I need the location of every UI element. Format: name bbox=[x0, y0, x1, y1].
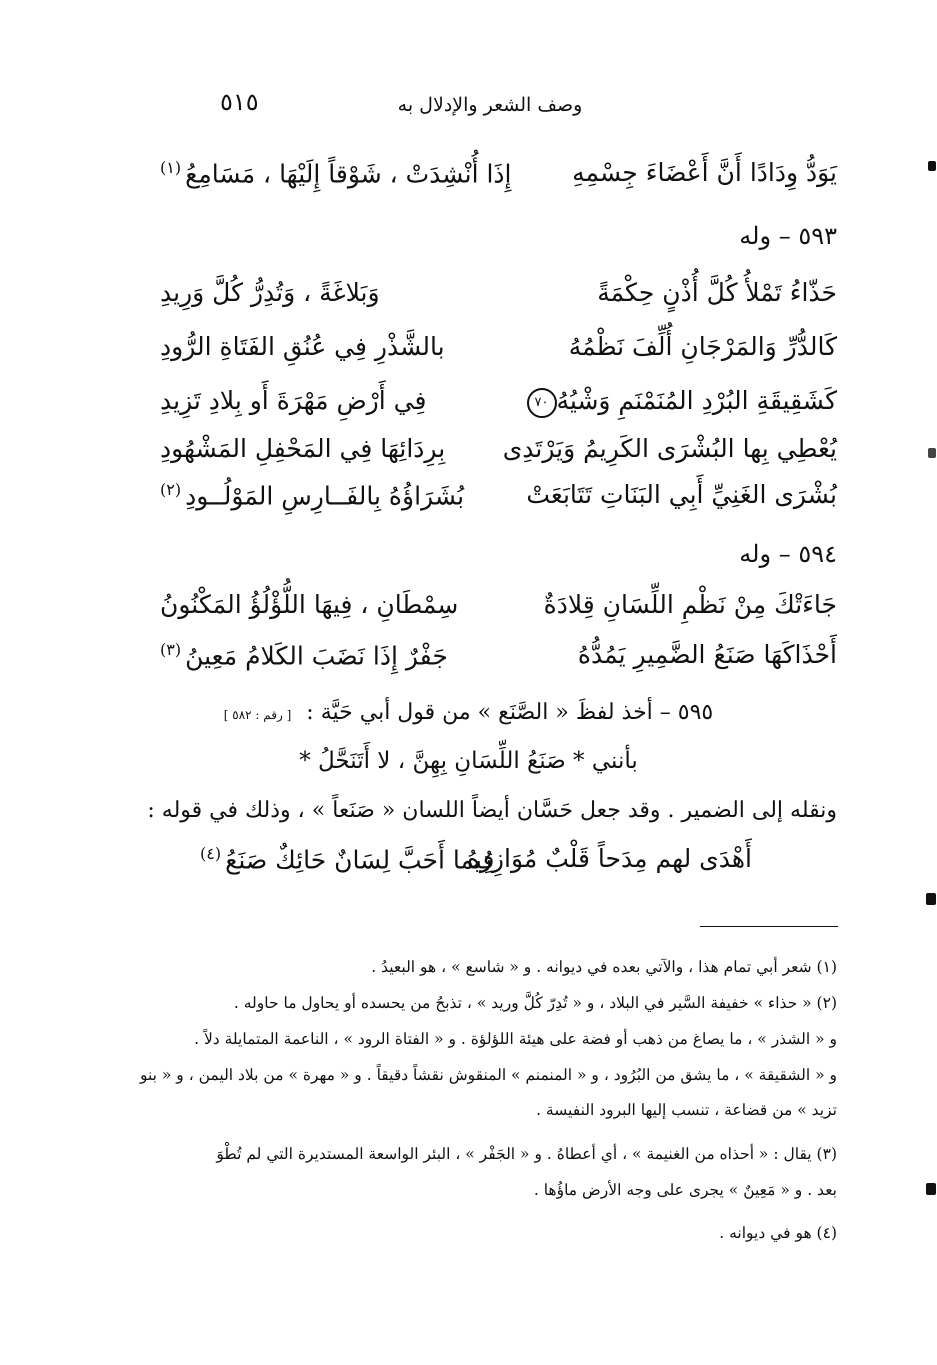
verse-line bbox=[160, 278, 837, 324]
page-number: ٥١٥ bbox=[220, 88, 259, 116]
footnote: (١) شعر أبي تمام هذا ، والآتي بعده في ديوانه . و « شاسع » ، هو البعيدُ . bbox=[371, 958, 837, 976]
section-line bbox=[0, 700, 937, 725]
verse-line bbox=[160, 158, 837, 204]
first-hemistich: حَذّاءُ تَمْلأُ كُلَّ أُذْنٍ حِكْمَةً bbox=[597, 278, 837, 307]
verse-line bbox=[160, 332, 837, 378]
first-hemistich: كَشَقِيقَةِ البُرْدِ المُنَمْنَمِ وَشْيُهُ٧٠ bbox=[519, 386, 837, 418]
footnote: (٢) « حذاء » خفيفة السَّير في البلاد ، و « تُدِرّ كُلَّ وريد » ، تذبحُ من يحسده أو يحاول ما حاوله . bbox=[233, 994, 837, 1012]
second-hemistich: فِيما أَحَبَّ لِسَانٌ حَائِكٌ صَنَعُ$^{(٤)}$ bbox=[200, 844, 495, 875]
first-hemistich: يُعْطِي بِها البُشْرَى الكَرِيمُ وَيَرْتَدِى bbox=[502, 434, 837, 463]
first-hemistich: يَوَدُّ وِدَادًا أَنَّ أَعْضَاءَ جِسْمِهِ bbox=[572, 158, 837, 187]
verse-line bbox=[160, 480, 837, 526]
footnote-ref: (٣) bbox=[160, 640, 182, 659]
margin-marker: ٧٠ bbox=[527, 388, 557, 418]
first-hemistich: أَهْدَى لهم مِدَحاً قَلْبٌ مُوَازِرُهُ bbox=[466, 844, 752, 873]
cross-reference: [ رقم : ٥٨٢ ] bbox=[223, 708, 292, 722]
first-hemistich: بُشْرَى الغَنِيِّ أَبِي البَنَاتِ تَتَابَعَتْ bbox=[526, 480, 837, 509]
footnote: (٤) هو في ديوانه . bbox=[719, 1224, 837, 1242]
scan-mark bbox=[926, 1183, 936, 1195]
second-hemistich: بُشَرَاؤُهُ بِالفَــارِسِ المَوْلُــودِ$^{(٢)}$ bbox=[160, 480, 465, 511]
second-hemistich: فِي أَرْضِ مَهْرَةَ أَو بِلادِ تَزِيدِ bbox=[160, 386, 427, 415]
second-hemistich: إِذَا أُنْشِدَتْ ، شَوْقاً إِلَيْهَا ، مَسَامِعُ$^{(١)}$ bbox=[160, 158, 512, 189]
second-hemistich: بالشَّذْرِ فِي عُنُقِ الفَتَاةِ الرُّودِ bbox=[160, 332, 445, 361]
page-header bbox=[0, 88, 937, 128]
verse-line bbox=[160, 386, 837, 432]
footnote-ref: (٢) bbox=[160, 480, 182, 499]
second-hemistich: جَفْرٌ إِذَا نَضَبَ الكَلامُ مَعِينُ$^{(٣)}$ bbox=[160, 640, 448, 671]
prose-line: ونقله إلى الضمير . وقد جعل حَسَّان أيضاً اللسان « صَنَعاً » ، وذلك في قوله : bbox=[147, 798, 837, 823]
second-hemistich: بِرِدَائِهَا فِي المَحْفِلِ المَشْهُودِ bbox=[160, 434, 446, 463]
first-hemistich: كَالدُّرِّ وَالمَرْجَانِ أُلِّفَ نَظْمُهُ bbox=[568, 332, 837, 361]
second-hemistich: وَبَلاغَةً ، وَتُدِرُّ كُلَّ وَرِيدِ bbox=[160, 278, 380, 307]
scan-mark bbox=[928, 448, 936, 458]
footnote: تزيد » من قضاعة ، تنسب إليها البرود النفيسة . bbox=[536, 1101, 837, 1119]
footnote: (٣) يقال : « أحذاه من الغنيمة » ، أي أعطاهُ . و « الجَفْر » ، البئر الواسعة المستديرة التي لم تُطْوَ bbox=[216, 1145, 837, 1163]
footnote-ref: (٤) bbox=[200, 844, 222, 863]
scan-mark bbox=[928, 161, 936, 171]
first-hemistich: جَاءَتْكَ مِنْ نَظْمِ اللِّسَانِ قِلادَةٌ bbox=[543, 590, 837, 619]
running-title: وصف الشعر والإدلال به bbox=[397, 94, 583, 116]
section-text: ٥٩٥ – أخذ لفظَ « الصَّنَع » من قول أبي حَيَّة : bbox=[306, 700, 714, 725]
footnote: و « الشذر » ، ما يصاغ من ذهب أو فضة على هيئة اللؤلؤة . و « الفتاة الرود » ، الناعمة المتمايلة دلاً . bbox=[194, 1030, 837, 1048]
second-hemistich: سِمْطَانِ ، فِيهَا اللُّؤْلُؤُ المَكْنُونُ bbox=[160, 590, 459, 619]
verse-line bbox=[160, 434, 837, 480]
first-hemistich: أَحْذَاكَهَا صَنَعُ الضَّمِيرِ يَمُدُّهُ bbox=[577, 640, 837, 669]
footnote-ref: (١) bbox=[160, 158, 182, 177]
footnote-divider bbox=[700, 926, 838, 927]
quoted-hemistich: بأنني * صَنَعُ اللِّسَانِ بِهِنَّ ، لا أَتَنَحَّلُ * bbox=[299, 748, 638, 774]
footnote: و « الشقيقة » ، ما يشق من البُرُود ، و « المنمنم » المنقوش نقشاً دقيقاً . و « مهرة » من بلاد اليمن ، و « بنو bbox=[139, 1066, 837, 1084]
poem-heading: ٥٩٤ – وله bbox=[739, 540, 837, 568]
verse-line bbox=[160, 590, 837, 636]
verse-line bbox=[160, 640, 837, 686]
scan-mark bbox=[926, 893, 936, 905]
verse-line bbox=[200, 844, 752, 890]
footnote: بعد . و « مَعِينٌ » يجرى على وجه الأرض ماؤُها . bbox=[533, 1181, 837, 1199]
poem-heading: ٥٩٣ – وله bbox=[739, 222, 837, 250]
